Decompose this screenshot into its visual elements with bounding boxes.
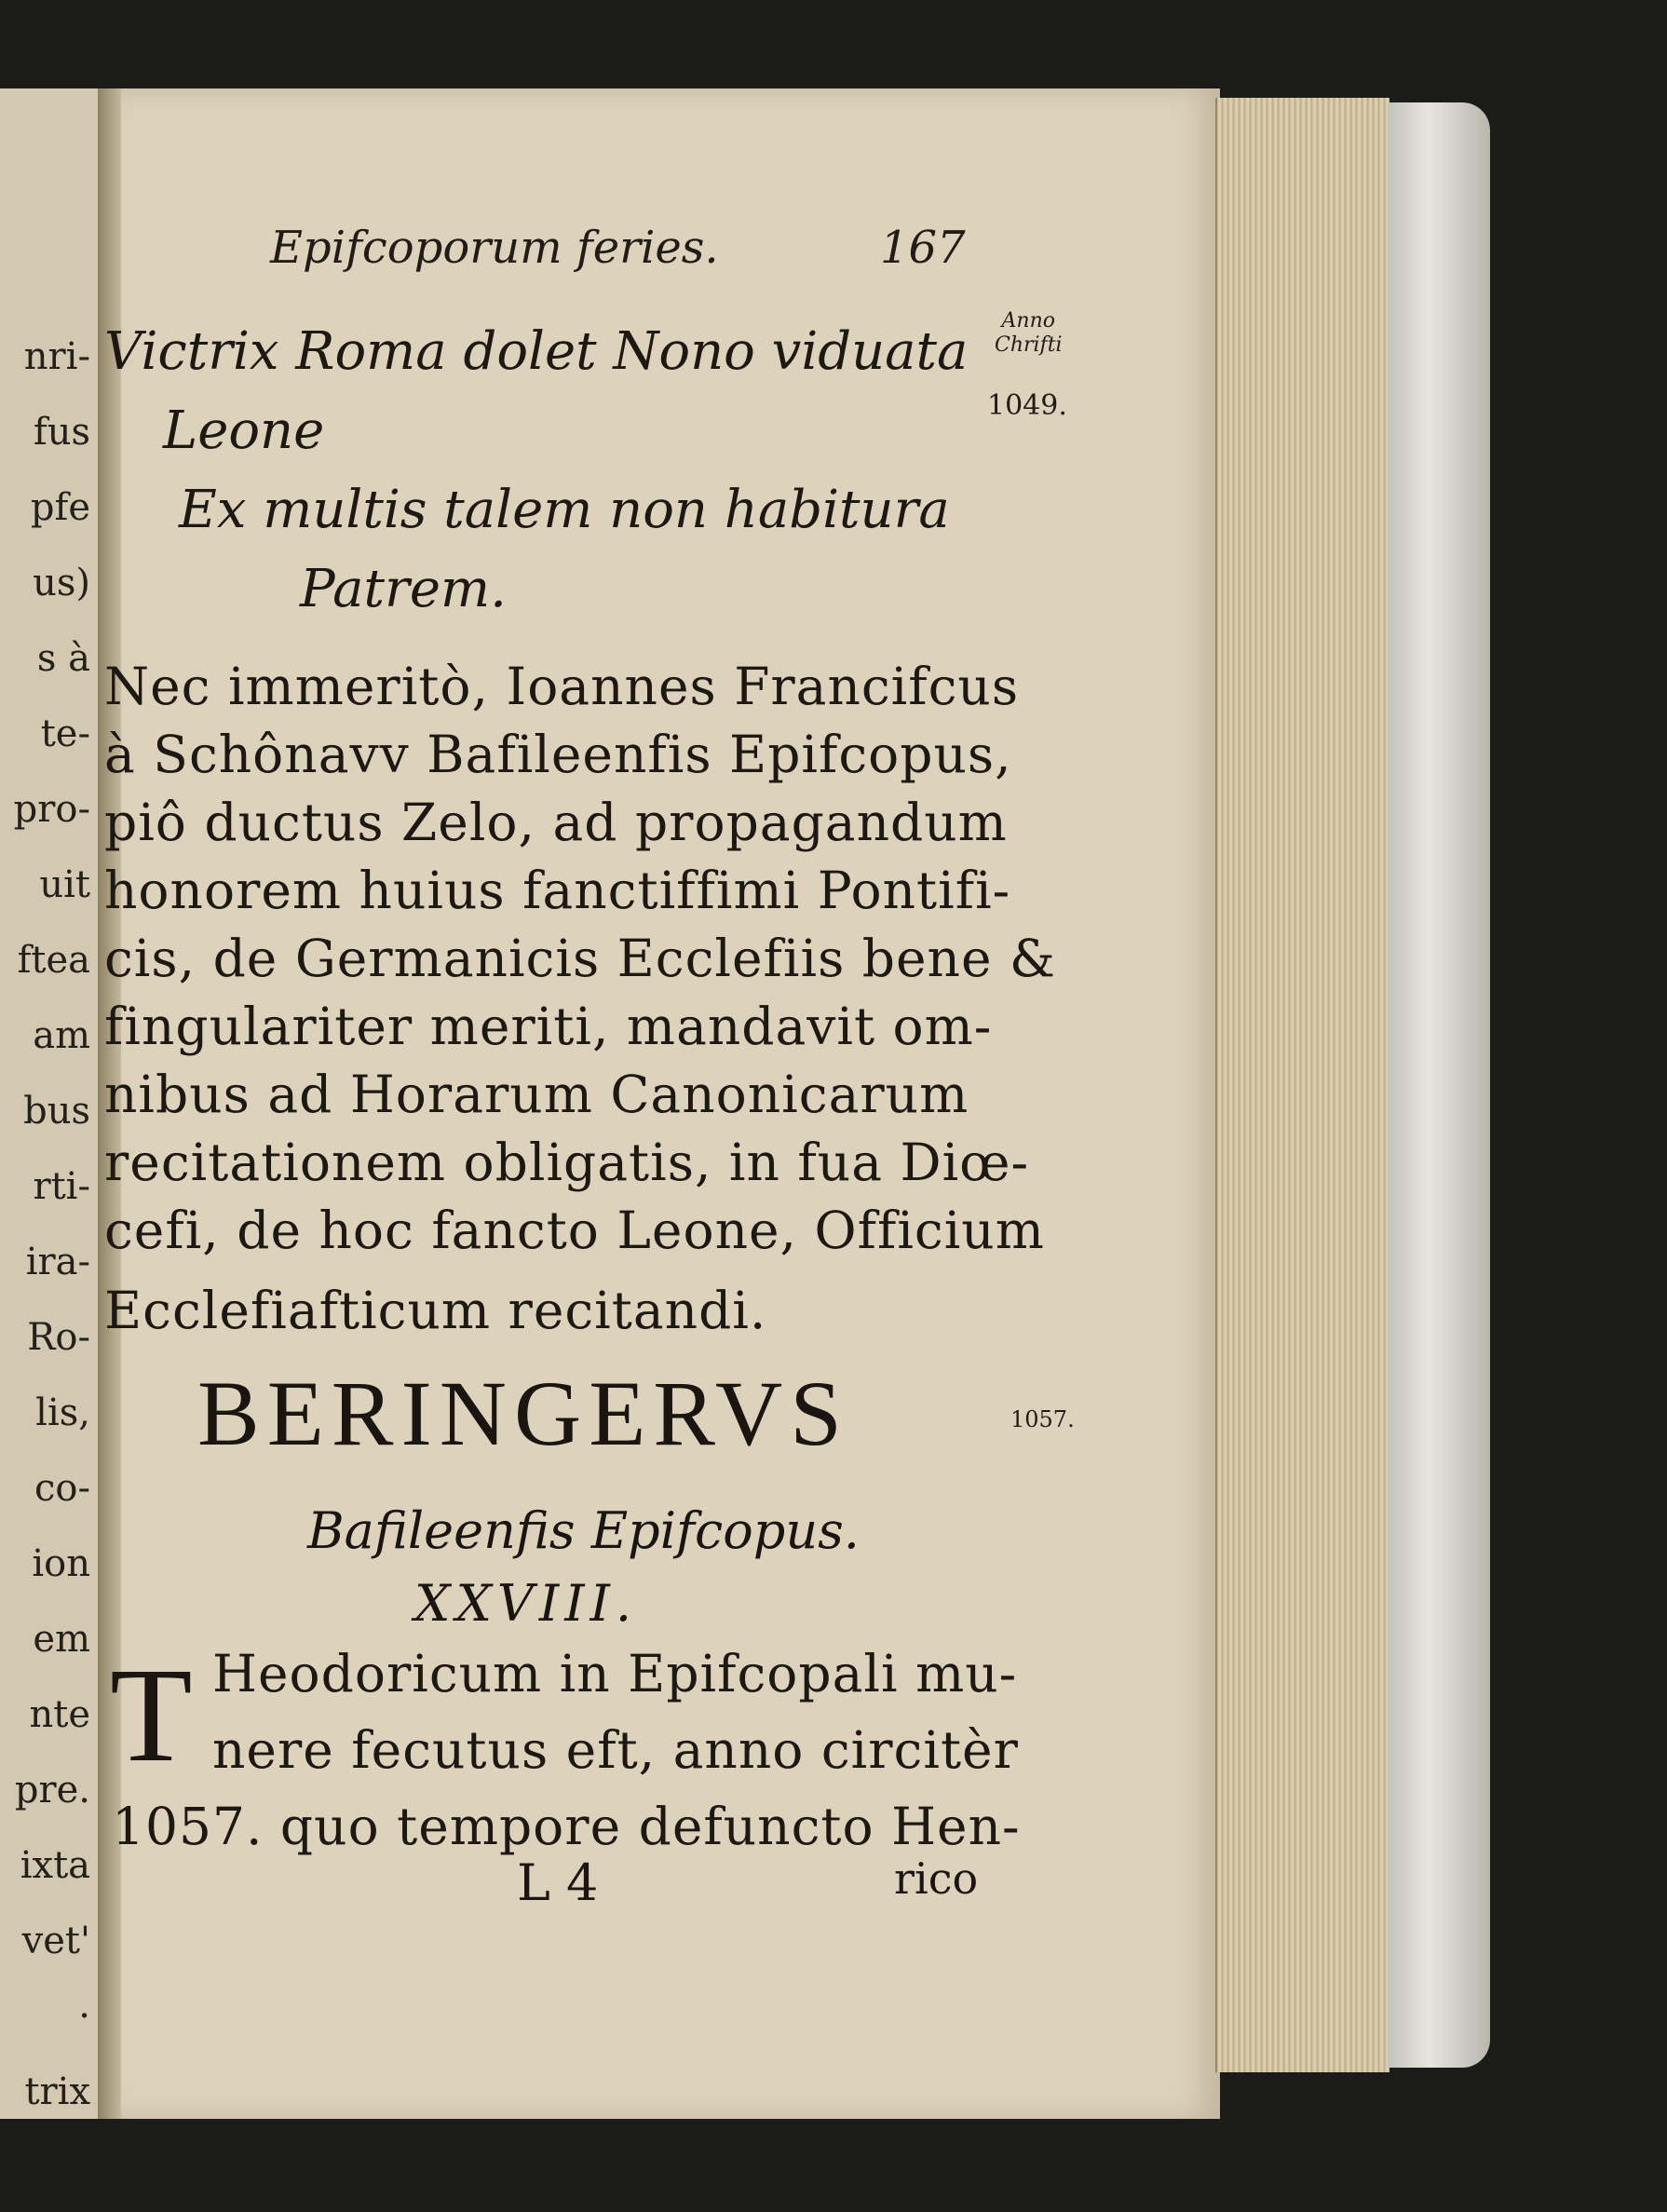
left-page-fragment: co- xyxy=(34,1467,90,1510)
margin-year-1049: 1049. xyxy=(987,389,1067,422)
verse-line: Leone xyxy=(163,400,325,461)
margin-note-anno xyxy=(995,309,1063,358)
section-line: nere fecutus eft, anno circitèr xyxy=(212,1720,1019,1780)
left-page-fragment: pfe xyxy=(30,486,90,529)
verse-line: Ex multis talem non habitura xyxy=(179,480,950,540)
left-page-fragment: · xyxy=(78,1995,90,2038)
left-page-fragment: rti- xyxy=(33,1165,90,1208)
left-page-fragment: em xyxy=(33,1618,90,1661)
section-line: 1057. quo tempore defuncto Hen- xyxy=(112,1797,1021,1856)
left-page-fragment: ftea xyxy=(17,939,90,982)
left-page-fragment: uit xyxy=(39,863,90,906)
left-page-fragment: pro- xyxy=(13,788,90,831)
paragraph-line: Nec immeritò, Ioannes Francifcus xyxy=(104,657,1020,716)
paragraph-line: cis, de Germanicis Ecclefiis bene & xyxy=(104,929,1056,988)
margin-anno-word: Anno xyxy=(1001,309,1056,332)
left-page-fragment: am xyxy=(33,1014,90,1057)
running-head: Epifcoporum feries. xyxy=(270,222,719,274)
verse-line: Victrix Roma dolet Nono viduata xyxy=(104,321,969,382)
paragraph-line: honorem huius fanctiffimi Pontifi- xyxy=(104,861,1011,920)
section-subheading: Bafileenfis Epifcopus. xyxy=(307,1501,860,1560)
left-page-fragment: s à xyxy=(36,637,90,680)
catchword: rico xyxy=(894,1853,979,1904)
left-page-fragment: vet' xyxy=(21,1920,90,1962)
left-page-edge xyxy=(0,88,101,2119)
left-page-fragment: te- xyxy=(40,712,90,755)
paragraph-line: recitationem obligatis, in fua Diœ- xyxy=(104,1133,1030,1192)
margin-year-1057: 1057. xyxy=(1010,1406,1075,1432)
paragraph-line: à Schônavv Bafileenfis Epifcopus, xyxy=(104,725,1012,784)
section-numeral: XXVIII. xyxy=(414,1574,638,1633)
left-page-fragment: trix xyxy=(24,2070,90,2113)
left-page-fragment: pre. xyxy=(14,1769,90,1812)
left-page-fragment: bus xyxy=(23,1090,90,1133)
section-line: Heodoricum in Epifcopali mu- xyxy=(212,1644,1018,1703)
left-page-fragment: ira- xyxy=(25,1241,90,1283)
verse-line: Patrem. xyxy=(300,559,507,619)
left-page-fragment: ixta xyxy=(20,1844,90,1887)
drop-cap: T xyxy=(110,1641,193,1790)
margin-christi-word: Chrifti xyxy=(995,333,1063,357)
paragraph-line: Ecclefiafticum recitandi. xyxy=(104,1281,767,1340)
paragraph-line: piô ductus Zelo, ad propagandum xyxy=(104,793,1008,852)
signature-mark: L 4 xyxy=(517,1853,599,1912)
left-page-fragment: lis, xyxy=(35,1391,90,1434)
left-page-fragment: nri- xyxy=(23,335,90,378)
left-page-fragment: Ro- xyxy=(27,1316,90,1359)
left-page-fragment: us) xyxy=(33,562,90,604)
page-number: 167 xyxy=(880,222,966,274)
left-page-fragment: nte xyxy=(29,1693,90,1736)
left-page-fragment: ion xyxy=(32,1542,90,1585)
book-cover xyxy=(1388,102,1490,2068)
section-heading: BERINGERVS xyxy=(197,1362,849,1465)
left-page-fragment: fus xyxy=(33,411,90,454)
page-edges xyxy=(1215,98,1389,2072)
paragraph-line: nibus ad Horarum Canonicarum xyxy=(104,1065,969,1124)
paragraph-line: fingulariter meriti, mandavit om- xyxy=(104,997,993,1056)
paragraph-line: cefi, de hoc fancto Leone, Officium xyxy=(104,1201,1045,1260)
